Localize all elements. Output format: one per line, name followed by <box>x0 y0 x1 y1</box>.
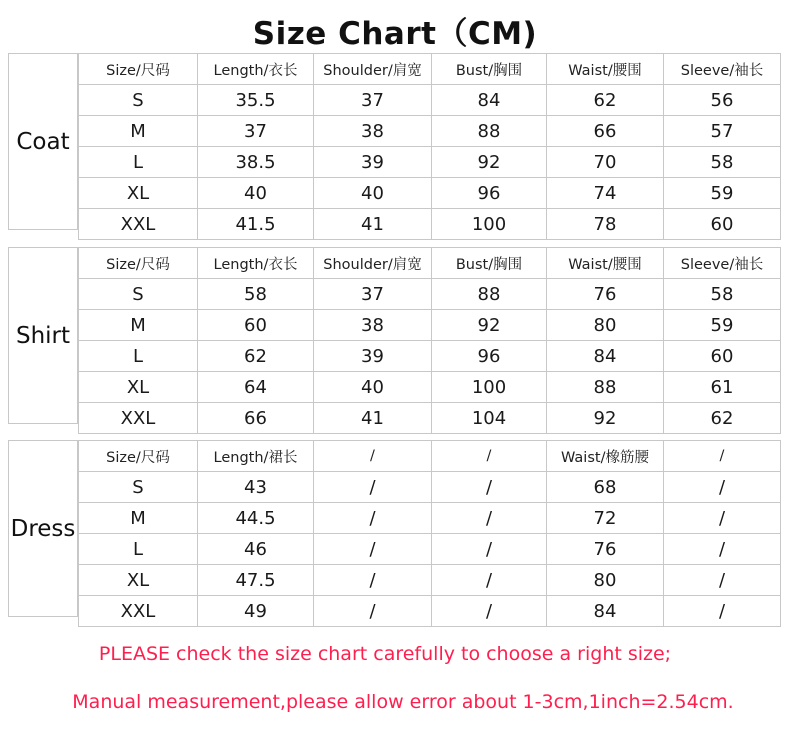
table-cell: 37 <box>198 116 314 147</box>
table-cell: 68 <box>547 472 664 503</box>
table-cell: 60 <box>198 310 314 341</box>
header-cell: / <box>664 441 781 472</box>
header-cell: Size/尺码 <box>79 441 198 472</box>
table-cell: 96 <box>432 341 547 372</box>
table-cell: S <box>79 85 198 116</box>
dress-size-table <box>78 440 781 627</box>
table-cell: / <box>314 596 432 627</box>
section-label-coat: Coat <box>8 53 78 230</box>
table-cell: 80 <box>547 565 664 596</box>
table-row <box>79 472 781 503</box>
table-cell: 70 <box>547 147 664 178</box>
table-cell: 88 <box>547 372 664 403</box>
table-cell: 58 <box>198 279 314 310</box>
table-cell: 58 <box>664 279 781 310</box>
section-label-dress: Dress <box>8 440 78 617</box>
header-cell: Shoulder/肩宽 <box>314 248 432 279</box>
section-label-shirt: Shirt <box>8 247 78 424</box>
header-cell: Bust/胸围 <box>432 248 547 279</box>
table-cell: 92 <box>432 147 547 178</box>
table-cell: / <box>314 472 432 503</box>
table-row <box>79 310 781 341</box>
table-cell: / <box>432 596 547 627</box>
table-cell: 40 <box>198 178 314 209</box>
table-row <box>79 596 781 627</box>
table-cell: / <box>432 503 547 534</box>
table-cell: M <box>79 503 198 534</box>
table-cell: L <box>79 147 198 178</box>
header-cell: Size/尺码 <box>79 54 198 85</box>
table-cell: 76 <box>547 279 664 310</box>
table-cell: 39 <box>314 341 432 372</box>
header-cell: Bust/胸围 <box>432 54 547 85</box>
table-cell: 84 <box>432 85 547 116</box>
shirt-section <box>8 247 781 429</box>
table-cell: 66 <box>547 116 664 147</box>
table-cell: 35.5 <box>198 85 314 116</box>
header-cell: Length/裙长 <box>198 441 314 472</box>
table-row <box>79 178 781 209</box>
table-cell: / <box>664 565 781 596</box>
table-cell: 39 <box>314 147 432 178</box>
table-cell: 46 <box>198 534 314 565</box>
table-row <box>79 85 781 116</box>
measurement-error-note: Manual measurement,please allow error about 1-3cm,1inch=2.54cm. <box>72 691 734 713</box>
table-cell: XXL <box>79 209 198 240</box>
table-cell: 96 <box>432 178 547 209</box>
table-cell: 84 <box>547 596 664 627</box>
table-cell: / <box>664 596 781 627</box>
table-cell: 84 <box>547 341 664 372</box>
header-cell: Length/衣长 <box>198 248 314 279</box>
table-cell: 60 <box>664 341 781 372</box>
table-cell: 60 <box>664 209 781 240</box>
table-cell: 38 <box>314 310 432 341</box>
table-cell: S <box>79 279 198 310</box>
table-cell: 40 <box>314 178 432 209</box>
header-cell: / <box>314 441 432 472</box>
table-cell: 100 <box>432 209 547 240</box>
table-row <box>79 209 781 240</box>
table-cell: 41.5 <box>198 209 314 240</box>
table-cell: 59 <box>664 310 781 341</box>
table-cell: M <box>79 116 198 147</box>
table-cell: 41 <box>314 209 432 240</box>
table-cell: 61 <box>664 372 781 403</box>
table-cell: / <box>664 503 781 534</box>
dress-section <box>8 440 781 622</box>
header-cell: Sleeve/袖长 <box>664 54 781 85</box>
header-cell: Sleeve/袖长 <box>664 248 781 279</box>
table-cell: 72 <box>547 503 664 534</box>
header-cell: Waist/橡筋腰 <box>547 441 664 472</box>
table-row <box>79 372 781 403</box>
table-cell: / <box>664 472 781 503</box>
table-cell: XL <box>79 372 198 403</box>
header-cell: Length/衣长 <box>198 54 314 85</box>
table-cell: 66 <box>198 403 314 434</box>
table-cell: 92 <box>547 403 664 434</box>
header-cell: Shoulder/肩宽 <box>314 54 432 85</box>
table-cell: 38 <box>314 116 432 147</box>
table-cell: 49 <box>198 596 314 627</box>
table-cell: 37 <box>314 279 432 310</box>
table-cell: XL <box>79 178 198 209</box>
table-cell: 92 <box>432 310 547 341</box>
table-cell: 100 <box>432 372 547 403</box>
table-cell: 62 <box>198 341 314 372</box>
size-check-note: PLEASE check the size chart carefully to choose a right size; <box>98 643 672 665</box>
table-cell: XXL <box>79 403 198 434</box>
table-cell: / <box>664 534 781 565</box>
table-cell: 57 <box>664 116 781 147</box>
table-cell: 59 <box>664 178 781 209</box>
table-cell: 58 <box>664 147 781 178</box>
table-cell: / <box>432 534 547 565</box>
table-row <box>79 503 781 534</box>
table-cell: 62 <box>664 403 781 434</box>
header-cell: Waist/腰围 <box>547 54 664 85</box>
table-row <box>79 534 781 565</box>
table-cell: 62 <box>547 85 664 116</box>
header-cell: Size/尺码 <box>79 248 198 279</box>
table-cell: 56 <box>664 85 781 116</box>
table-cell: 40 <box>314 372 432 403</box>
shirt-size-table <box>78 247 781 434</box>
table-cell: 80 <box>547 310 664 341</box>
table-cell: 64 <box>198 372 314 403</box>
table-row <box>79 565 781 596</box>
table-cell: 41 <box>314 403 432 434</box>
table-cell: 78 <box>547 209 664 240</box>
table-header-row <box>79 54 781 85</box>
table-cell: 88 <box>432 116 547 147</box>
table-cell: 76 <box>547 534 664 565</box>
table-row <box>79 279 781 310</box>
table-row <box>79 403 781 434</box>
header-cell: / <box>432 441 547 472</box>
header-cell: Waist/腰围 <box>547 248 664 279</box>
table-cell: 43 <box>198 472 314 503</box>
table-cell: M <box>79 310 198 341</box>
coat-section <box>8 53 781 235</box>
page-title: Size Chart（CM) <box>252 16 538 52</box>
table-cell: 74 <box>547 178 664 209</box>
table-row <box>79 116 781 147</box>
table-cell: / <box>314 534 432 565</box>
coat-size-table <box>78 53 781 240</box>
table-cell: / <box>432 565 547 596</box>
table-cell: 104 <box>432 403 547 434</box>
table-cell: XL <box>79 565 198 596</box>
table-cell: 44.5 <box>198 503 314 534</box>
table-header-row <box>79 248 781 279</box>
table-row <box>79 147 781 178</box>
table-cell: S <box>79 472 198 503</box>
table-cell: L <box>79 341 198 372</box>
table-cell: 47.5 <box>198 565 314 596</box>
table-cell: XXL <box>79 596 198 627</box>
table-cell: 88 <box>432 279 547 310</box>
table-cell: / <box>314 565 432 596</box>
table-cell: L <box>79 534 198 565</box>
table-cell: 37 <box>314 85 432 116</box>
table-header-row <box>79 441 781 472</box>
table-row <box>79 341 781 372</box>
table-cell: / <box>432 472 547 503</box>
table-cell: / <box>314 503 432 534</box>
table-cell: 38.5 <box>198 147 314 178</box>
